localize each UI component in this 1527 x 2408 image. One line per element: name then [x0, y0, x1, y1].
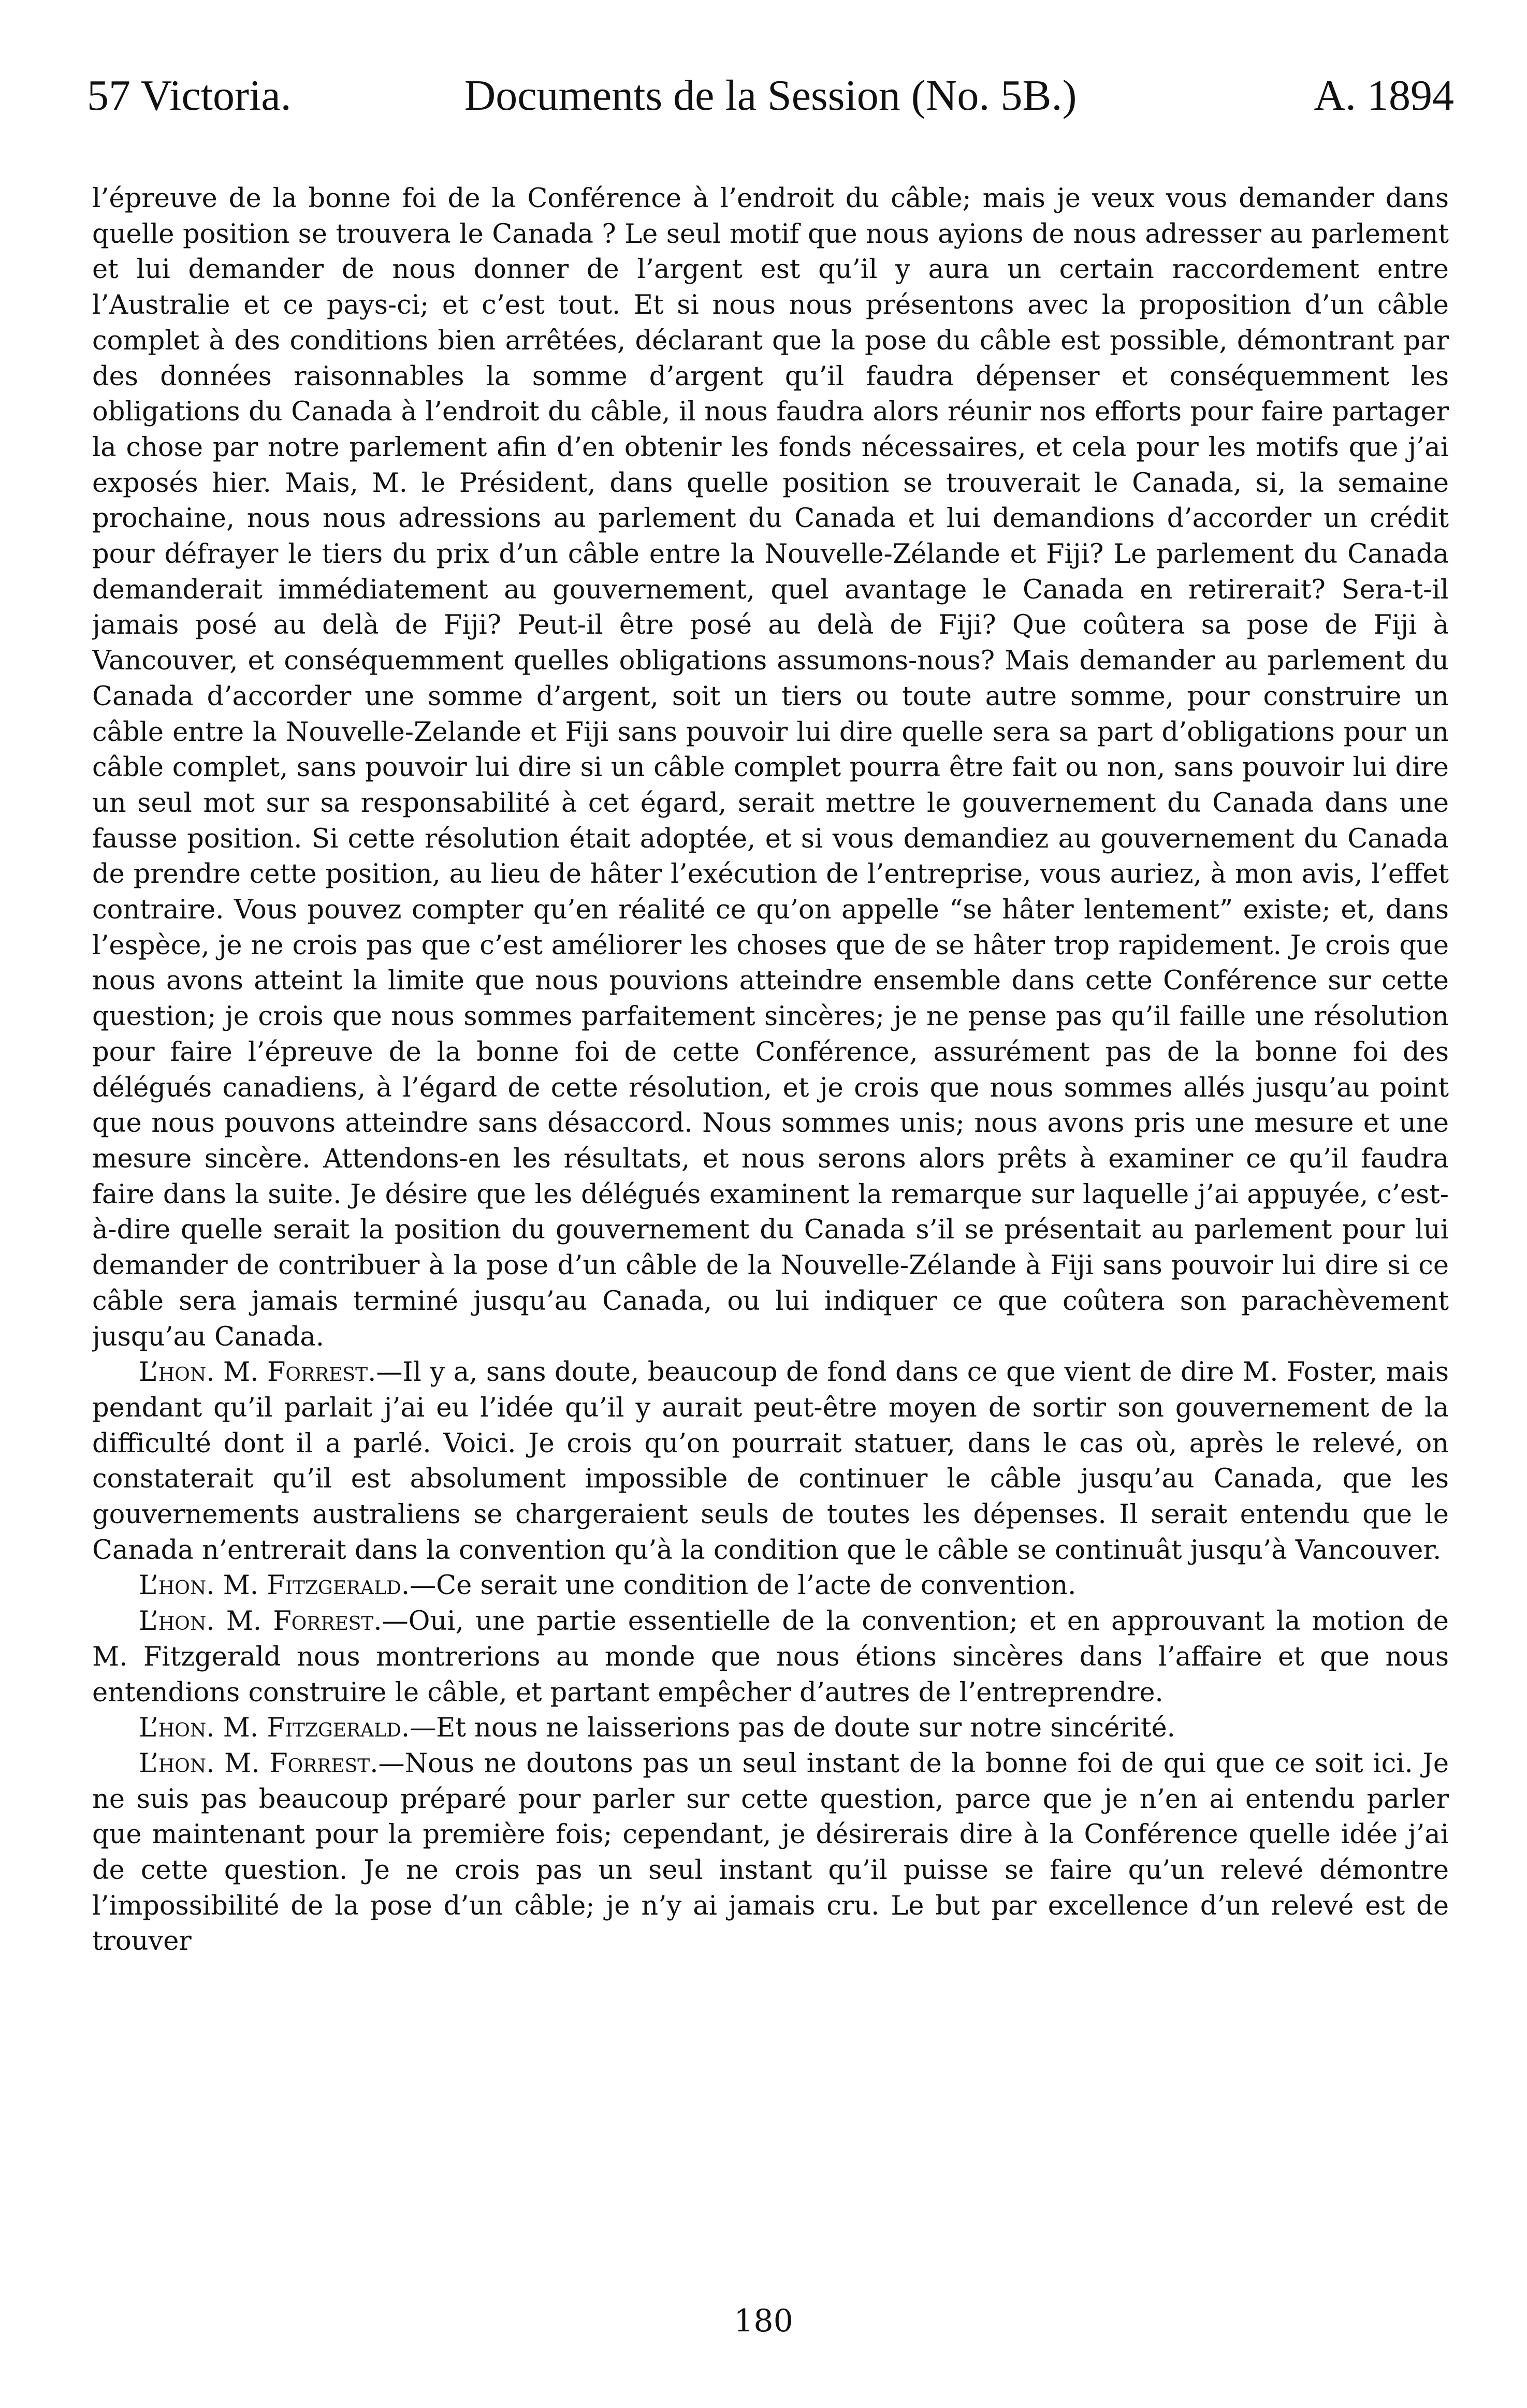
- speaker-name: L’hon. M. Forrest.: [139, 1748, 379, 1779]
- paragraph-text: Nous ne doutons pas un seul instant de la bonne foi de qui que ce soit ici. Je ne suis pas beaucoup préparé pour parler sur cette question, parce que je n’en ai entendu parler que maintenant pour la première fois; cependant, je désirerais dire à la Conférence quelle idée j’ai de cette question. Je ne crois pas un seul instant qu’il puisse se faire qu’un relevé démontre l’impossibilité de la pose d’un câble; je n’y ai jamais cru. Le but par excellence d’un relevé est de trouver: [92, 1748, 1449, 1957]
- paragraph-speech: [92, 1604, 1449, 1711]
- speaker-name: L’hon. M. Forrest.: [139, 1357, 376, 1388]
- paragraph-speech: [92, 1568, 1449, 1604]
- header-session-year: 57 Victoria.: [87, 71, 292, 120]
- paragraph-text: Oui, une partie essentielle de la convention; et en approuvant la motion de M. Fitzgerald nous montrerions au monde que nous étions sincères dans l’affaire et que nous entendions construire le câble, et partant empêcher d’autres de l’entreprendre.: [92, 1606, 1449, 1708]
- speaker-dash: —: [382, 1606, 409, 1637]
- paragraph-continuation: [92, 181, 1449, 1355]
- paragraph-speech: [92, 1711, 1449, 1746]
- speaker-name: L’hon. M. Fitzgerald.: [139, 1570, 410, 1601]
- speaker-dash: —: [378, 1748, 405, 1779]
- paragraph-speech: [92, 1746, 1449, 1960]
- page-number: 180: [734, 2303, 793, 2339]
- speaker-name: L’hon. M. Fitzgerald.: [139, 1713, 410, 1744]
- paragraph-text: l’épreuve de la bonne foi de la Conférence à l’endroit du câble; mais je veux vous demander dans quelle position se trouvera le Canada ? Le seul motif que nous ayions de nous adresser au parlement et lui demander de nous donner de l’argent est qu’il y aura un certain raccordement entre l’Australie et ce pays-ci; et c’est tout. Et si nous nous présentons avec la proposition d’un câble complet à des conditions bien arrêtées, déclarant que la pose du câble est possible, démontrant par des données raisonnables la somme d’argent qu’il faudra dépenser et conséquemment les obligations du Canada à l’endroit du câble, il nous faudra alors réunir nos efforts pour faire partager la chose par notre parlement afin d’en obtenir les fonds nécessaires, et cela pour les motifs que j’ai exposés hier. Mais, M. le Président, dans quelle position se trouverait le Canada, si, la semaine prochaine, nous nous adressions au parlement du Canada et lui demandions d’accorder un crédit pour défrayer le tiers du prix d’un câble entre la Nouvelle-Zélande et Fiji? Le parlement du Canada demanderait immédiatement au gouvernement, quel avantage le Canada en retirerait? Sera-t-il jamais posé au delà de Fiji? Peut-il être posé au delà de Fiji? Que coûtera sa pose de Fiji à Vancouver, et conséquemment quelles obligations assumons-nous? Mais demander au parlement du Canada d’accorder une somme d’argent, soit un tiers ou toute autre somme, pour construire un câble entre la Nouvelle-Zelande et Fiji sans pouvoir lui dire quelle sera sa part d’obligations pour un câble complet, sans pouvoir lui dire si un câble complet pourra être fait ou non, sans pouvoir lui dire un seul mot sur sa responsabilité à cet égard, serait mettre le gouvernement du Canada dans une fausse position. Si cette résolution était adoptée, et si vous demandiez au gouvernement du Canada de prendre cette position, au lieu de hâter l’exécution de l’entreprise, vous auriez, à mon avis, l’effet contraire. Vous pouvez compter qu’en réalité ce qu’on appelle “se hâter lentement” existe; et, dans l’espèce, je ne crois pas que c’est améliorer les choses que de se hâter trop rapidement. Je crois que nous avons atteint la limite que nous pouvions atteindre ensemble dans cette Conférence sur cette question; je crois que nous sommes parfaitement sincères; je ne pense pas qu’il faille une résolution pour faire l’épreuve de la bonne foi de cette Conférence, assurément pas de la bonne foi des délégués canadiens, à l’égard de cette résolution, et je crois que nous sommes allés jusqu’au point que nous pouvons atteindre sans désaccord. Nous sommes unis; nous avons pris une mesure et une mesure sincère. Attendons-en les résultats, et nous serons alors prêts à examiner ce qu’il faudra faire dans la suite. Je désire que les délégués examinent la remarque sur laquelle j’ai appuyée, c’est-à-dire quelle serait la position du gouvernement du Canada s’il se présentait au parlement pour lui demander de contribuer à la pose d’un câble de la Nouvelle-Zélande à Fiji sans pouvoir lui dire si ce câble sera jamais terminé jusqu’au Canada, ou lui indiquer ce que coûtera son parachèvement jusqu’au Canada.: [92, 183, 1449, 1352]
- speaker-dash: —: [410, 1570, 437, 1601]
- body-text: [92, 181, 1449, 2304]
- header-document-title: Documents de la Session (No. 5B.): [464, 71, 1077, 120]
- speaker-name: L’hon. M. Forrest.: [139, 1606, 382, 1637]
- paragraph-speech: [92, 1355, 1449, 1568]
- header-year: A. 1894: [1314, 71, 1454, 120]
- paragraph-text: Il y a, sans doute, beaucoup de fond dans ce que vient de dire M. Foster, mais pendant qu’il parlait j’ai eu l’idée qu’il y aurait peut-être moyen de sortir son gouvernement de la difficulté dont il a parlé. Voici. Je crois qu’on pourrait statuer, dans le cas où, après le relevé, on constaterait qu’il est absolument impossible de continuer le câble jusqu’au Canada, que les gouvernements australiens se chargeraient seuls de toutes les dépenses. Il serait entendu que le Canada n’entrerait dans la convention qu’à la condition que le câble se continuât jusqu’à Vancouver.: [92, 1357, 1449, 1566]
- page-header: [87, 67, 1454, 124]
- paragraph-text: Et nous ne laisserions pas de doute sur notre sincérité.: [436, 1713, 1175, 1744]
- paragraph-text: Ce serait une condition de l’acte de convention.: [436, 1570, 1077, 1601]
- speaker-dash: —: [410, 1713, 437, 1744]
- speaker-dash: —: [376, 1357, 403, 1388]
